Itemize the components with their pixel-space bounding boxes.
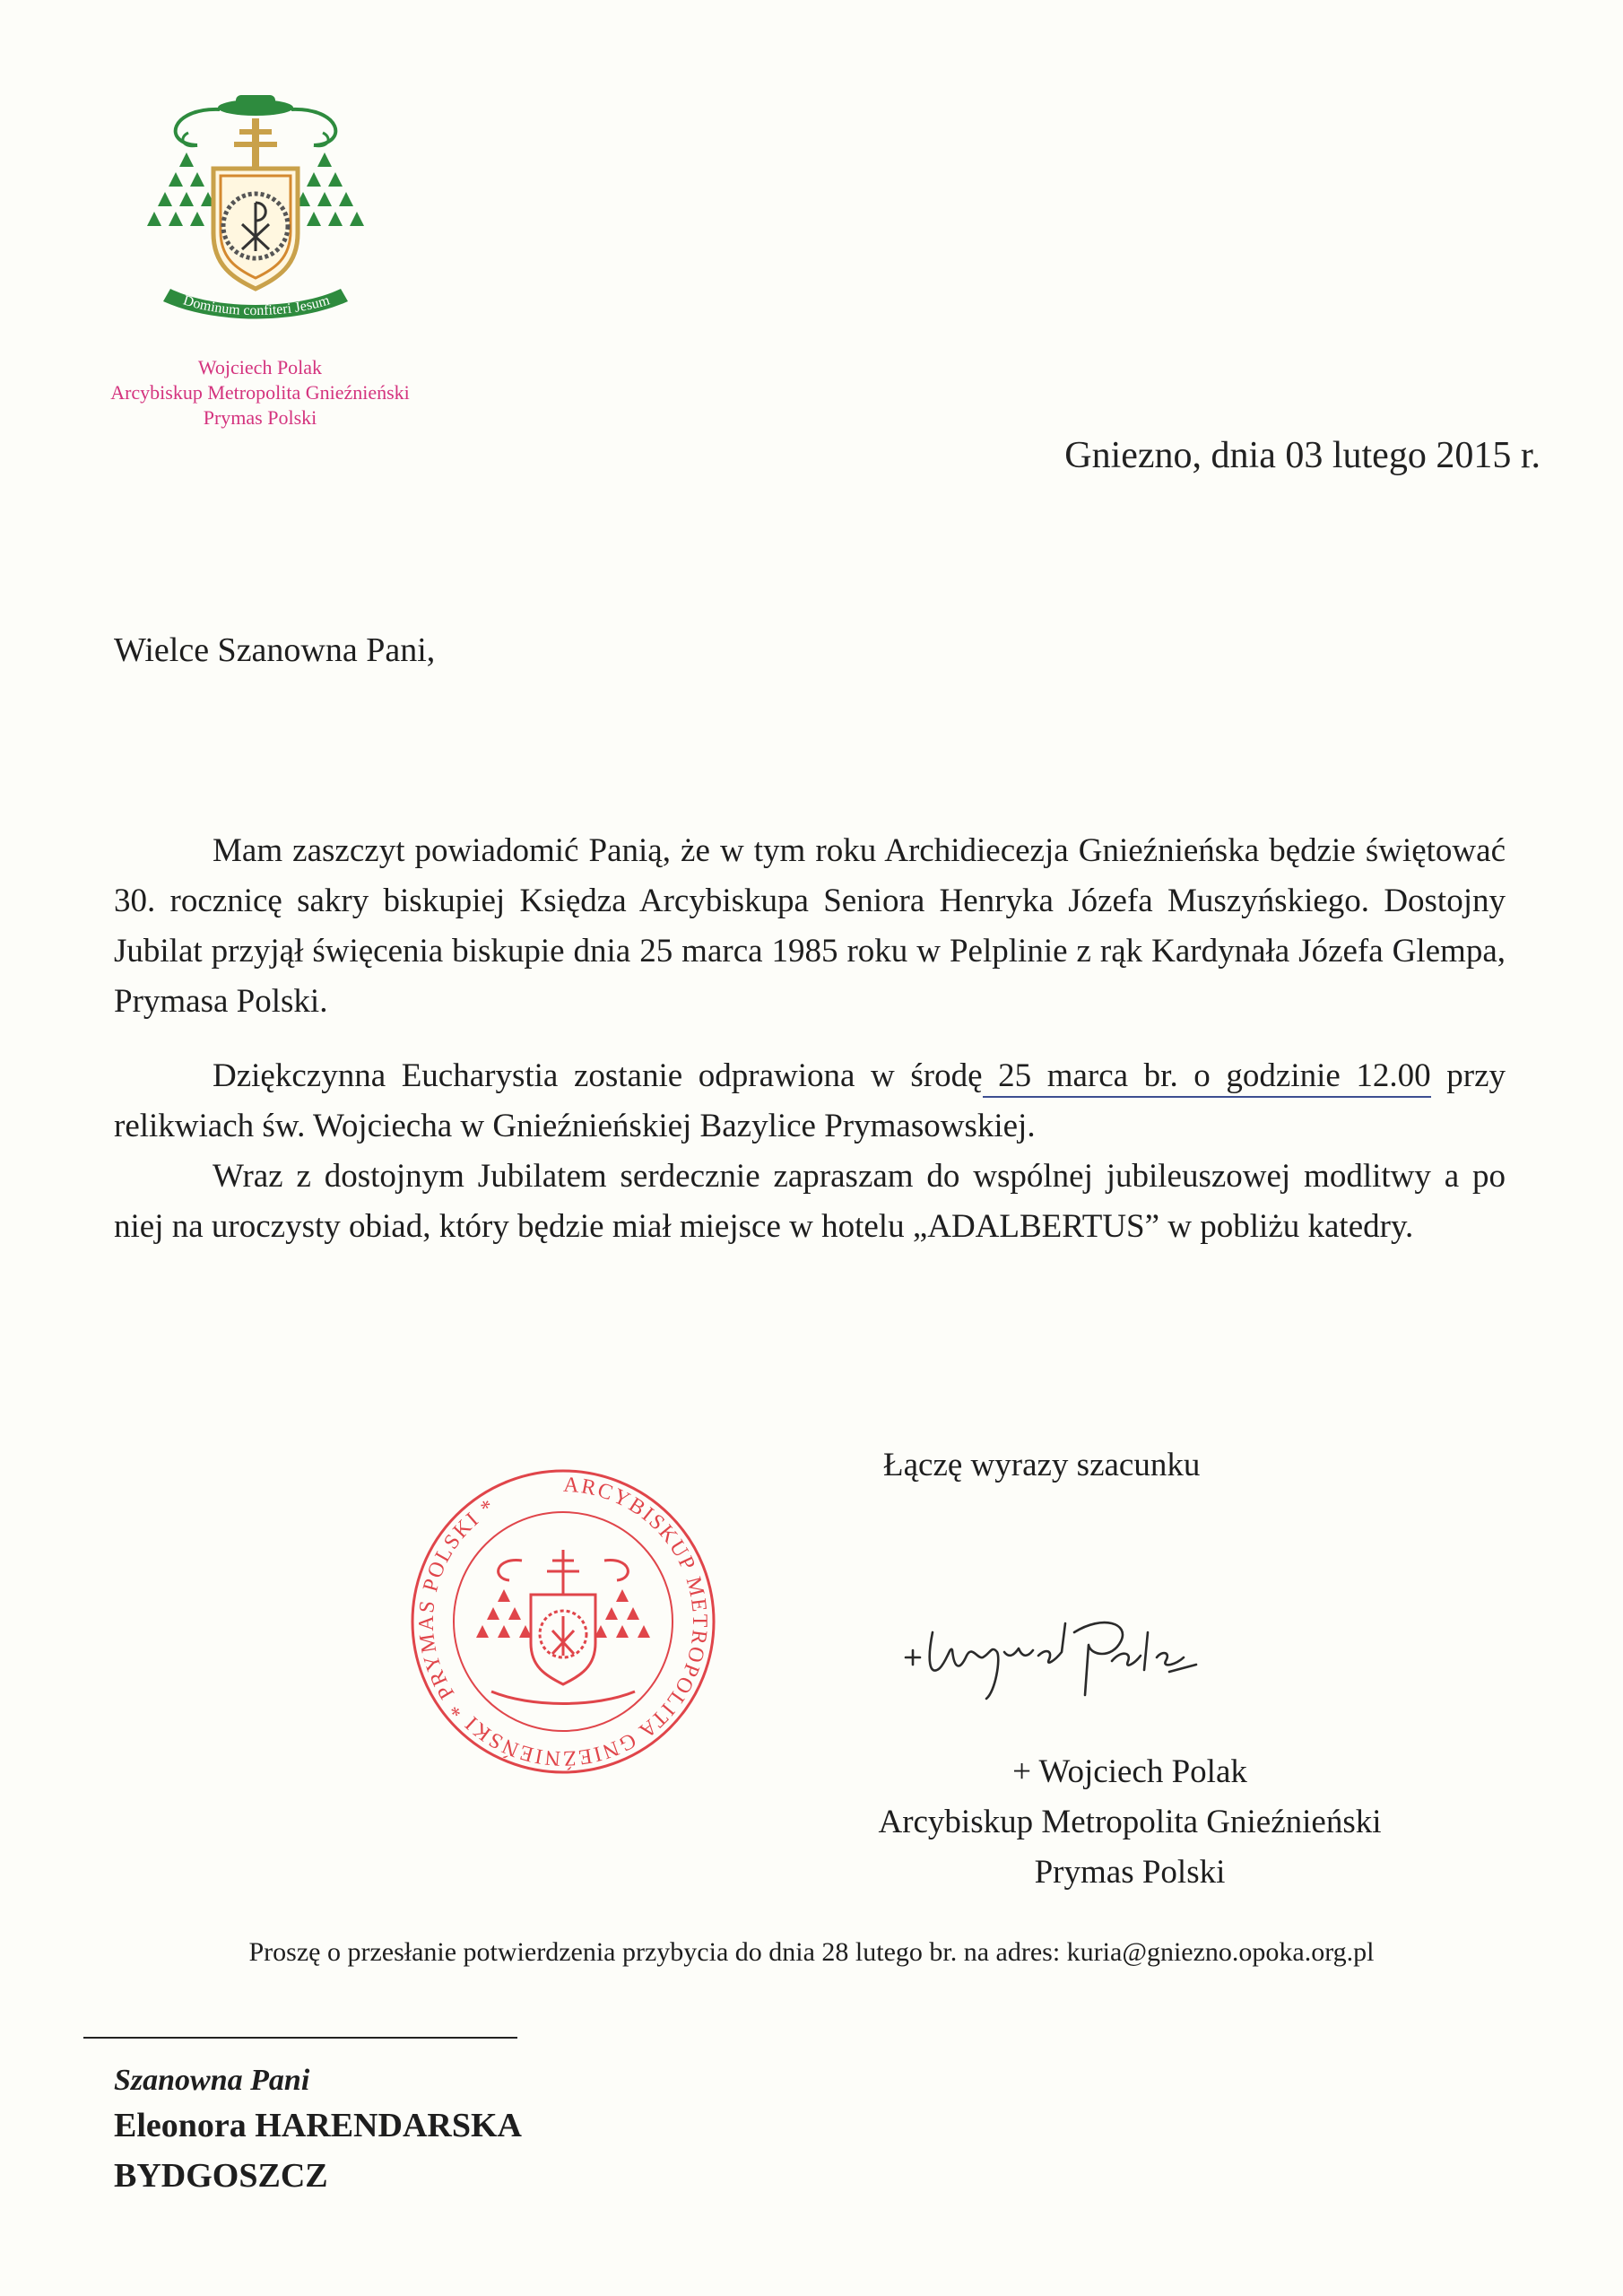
addressee-city: BYDGOSZCZ (114, 2157, 328, 2195)
seal-ring-text: ARCYBISKUP METROPOLITA GNIEŹNIEŃSKI * PRYMAS POLSKI * (414, 1473, 711, 1770)
addressee-salutation: Szanowna Pani (114, 2064, 310, 2097)
sender-title: Arcybiskup Metropolita Gnieźnieński (110, 381, 410, 404)
divider-line (83, 2037, 517, 2039)
paragraph-mass-end: przy relikwiach św. Wojciecha w Gnieźnieńskiej Bazylice Prymasowskiej. (114, 1057, 1506, 1144)
salutation: Wielce Szanowna Pani, (114, 631, 436, 669)
svg-text:Dominum confiteri Jesum (181, 292, 332, 318)
signer-name: + Wojciech Polak (1012, 1753, 1247, 1790)
paragraph-mass-start: Dziękczynna Eucharystia zostanie odprawiona w środę (213, 1057, 983, 1094)
paragraph-invitation: Wraz z dostojnym Jubilatem serdecznie zapraszam do wspólnej jubileuszowej modlitwy a po niej na uroczysty obiad, który będzie miał miejsce w hotelu „ADALBERTUS” w pobliżu katedry. (114, 1158, 1506, 1245)
signature-block (717, 1747, 1542, 1898)
handwritten-signature (897, 1605, 1202, 1704)
coat-of-arms-logo (135, 90, 377, 332)
rsvp-request: Proszę o przesłanie potwierdzenia przybycia do dnia 28 lutego br. na adres: kuria@gniezno.opoka.org.pl (248, 1937, 1375, 1967)
signer-office: Prymas Polski (1034, 1854, 1226, 1891)
addressee-block (114, 2061, 522, 2201)
sender-name: Wojciech Polak (197, 356, 323, 378)
dateline: Gniezno, dnia 03 lutego 2015 r. (1064, 435, 1541, 476)
underlined-date-time: 25 marca br. o godzinie 12.00 (983, 1057, 1431, 1098)
motto-text: Dominum confiteri Jesum (181, 292, 332, 319)
paragraph-mass-details (114, 1051, 1506, 1152)
signer-title: Arcybiskup Metropolita Gnieźnieński (878, 1804, 1382, 1840)
closing-phrase: Łączę wyrazy szacunku (883, 1447, 1201, 1483)
addressee-name: Eleonora HARENDARSKA (114, 2107, 522, 2144)
official-seal-stamp (405, 1464, 721, 1779)
sender-office: Prymas Polski (203, 406, 317, 429)
letterhead-sender (36, 355, 484, 430)
paragraph-announcement: Mam zaszczyt powiadomić Panią, że w tym roku Archidiecezja Gnieźnieńska będzie świętować 30. rocznicę sakry biskupiej Księdza Arcybiskupa Seniora Henryka Józefa Muszyńskiego. Dostojny Jubilat przyjął święcenia biskupie dnia 25 marca 1985 roku w Pelplinie z rąk Kardynała Józefa Glempa, Prymasa Polski. (114, 832, 1506, 1020)
